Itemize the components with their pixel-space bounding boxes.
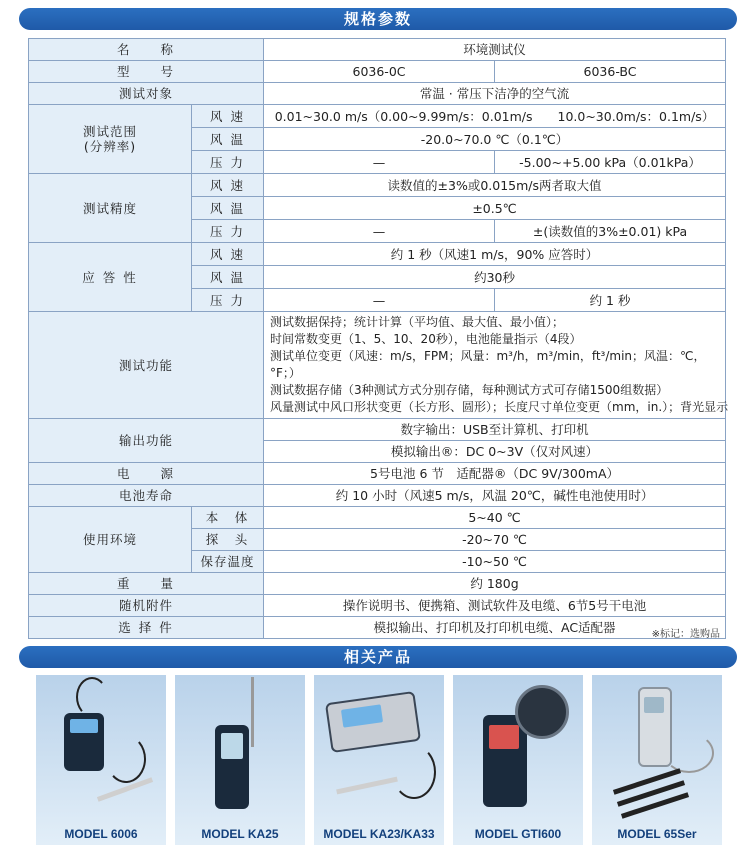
probe-icon [251, 677, 254, 747]
function-line: 测试数据保持；统计计算（平均值、最大值、最小值）； [270, 315, 565, 329]
row-value: 约 180g [264, 573, 726, 595]
sub-label: 风 温 [192, 197, 264, 220]
function-list [264, 312, 729, 419]
group-label: 测试精度 [29, 174, 192, 243]
model-b: 6036-BC [495, 61, 726, 83]
product-caption: MODEL 6006 [64, 827, 138, 841]
row-value: ±0.5℃ [264, 197, 726, 220]
product-card[interactable] [175, 675, 305, 845]
table-row [29, 573, 726, 595]
cable-icon [664, 733, 714, 773]
row-label: 选 择 件 [29, 617, 264, 639]
row-value: 5号电池 6 节 适配器®（DC 9V/300mA） [264, 463, 726, 485]
row-value: -20.0~70.0 ℃（0.1℃） [264, 128, 726, 151]
row-value: 环境测试仪 [264, 39, 726, 61]
spec-table [28, 38, 729, 639]
group-label: 使用环境 [29, 507, 192, 573]
display-icon [221, 733, 243, 759]
sub-label: 风 速 [192, 105, 264, 128]
table-row [29, 419, 726, 441]
row-value: -20~70 ℃ [264, 529, 726, 551]
row-label: 测试对象 [29, 83, 264, 105]
sub-label: 风 速 [192, 174, 264, 197]
product-gallery [36, 675, 722, 847]
row-label: 电池寿命 [29, 485, 264, 507]
row-value: 读数值的±3%或0.015m/s两者取大值 [264, 174, 726, 197]
spec-section-title: 规格参数 [343, 10, 412, 28]
model-a: 6036-0C [264, 61, 495, 83]
product-caption: MODEL 65Ser [617, 827, 697, 841]
row-value: 0.01~30.0 m/s（0.00~9.99m/s：0.01m/s 10.0~30.0m/s：0.1m/s） [264, 105, 726, 128]
table-row [29, 312, 726, 419]
product-caption: MODEL GTI600 [474, 827, 562, 841]
table-row [29, 105, 726, 128]
table-row [29, 463, 726, 485]
product-caption: MODEL KA23/KA33 [323, 827, 435, 841]
function-line: 时间常数变更（1、5、10、20秒），电池能量指示（4段） [270, 332, 582, 346]
table-row [29, 485, 726, 507]
sub-label: 风 温 [192, 128, 264, 151]
value-a: — [264, 151, 495, 174]
table-row [29, 507, 726, 529]
display-icon [489, 725, 519, 749]
row-value: 数字输出：USB至计算机、打印机 [264, 419, 726, 441]
row-value: 5~40 ℃ [264, 507, 726, 529]
table-row [29, 243, 726, 266]
sub-label: 保存温度 [192, 551, 264, 573]
value-a: — [264, 289, 495, 312]
spec-section-banner [19, 8, 737, 30]
value-b: 约 1 秒 [495, 289, 726, 312]
related-section-title: 相关产品 [343, 648, 412, 666]
table-row [29, 595, 726, 617]
probe-icon [336, 777, 398, 795]
function-line: 测试单位变更（风速：m/s，FPM；风量：m³/h，m³/min，ft³/min；风温：℃，°F；） [270, 349, 706, 380]
table-row [29, 39, 726, 61]
row-value: 约30秒 [264, 266, 726, 289]
row-value: 约 1 秒（风速1 m/s，90% 应答时） [264, 243, 726, 266]
sub-label: 风 速 [192, 243, 264, 266]
row-value: 模拟输出®：DC 0~3V（仅对风速） [264, 441, 726, 463]
sub-label: 本 体 [192, 507, 264, 529]
group-label: 应 答 性 [29, 243, 192, 312]
footnote: ※标记：选购品 [651, 629, 720, 640]
row-label: 输出功能 [29, 419, 264, 463]
sub-label: 探 头 [192, 529, 264, 551]
vane-fan-icon [515, 685, 569, 739]
table-row [29, 83, 726, 105]
value-b: -5.00~+5.00 kPa（0.01kPa） [495, 151, 726, 174]
row-label: 重 量 [29, 573, 264, 595]
display-icon [70, 719, 98, 733]
table-row [29, 61, 726, 83]
row-value: 约 10 小时（风速5 m/s，风温 20℃，碱性电池使用时） [264, 485, 726, 507]
row-value: 操作说明书、便携箱、测试软件及电缆、6节5号干电池 [264, 595, 726, 617]
table-row [29, 174, 726, 197]
row-label: 型 号 [29, 61, 264, 83]
probe-icon [613, 768, 681, 794]
group-label: 测试范围 (分辨率) [29, 105, 192, 174]
value-b: ±(读数值的3%±0.01) kPa [495, 220, 726, 243]
function-line: 测试数据存储（3种测试方式分别存储，每种测试方式可存储1500组数据） [270, 383, 669, 397]
function-line: 风量测试中风口形状变更（长方形、圆形）；长度尺寸单位变更（mm，in.）；背光显示 [270, 400, 729, 414]
product-card[interactable] [453, 675, 583, 845]
row-label: 电 源 [29, 463, 264, 485]
product-caption: MODEL KA25 [201, 827, 279, 841]
row-label: 随机附件 [29, 595, 264, 617]
cable-icon [392, 745, 436, 799]
sub-label: 压 力 [192, 220, 264, 243]
display-icon [644, 697, 664, 713]
sub-label: 风 温 [192, 266, 264, 289]
row-label: 测试功能 [29, 312, 264, 419]
sub-label: 压 力 [192, 289, 264, 312]
row-value: 常温 · 常压下洁净的空气流 [264, 83, 726, 105]
cable-icon [76, 677, 108, 717]
value-a: — [264, 220, 495, 243]
product-card[interactable] [592, 675, 722, 845]
product-card[interactable] [36, 675, 166, 845]
row-value: -10~50 ℃ [264, 551, 726, 573]
product-card[interactable] [314, 675, 444, 845]
sub-label: 压 力 [192, 151, 264, 174]
row-value: 模拟输出、打印机及打印机电缆、AC适配器 [264, 617, 726, 639]
related-section-banner [19, 646, 737, 668]
row-label: 名 称 [29, 39, 264, 61]
table-row [29, 617, 726, 639]
cable-icon [106, 735, 146, 783]
